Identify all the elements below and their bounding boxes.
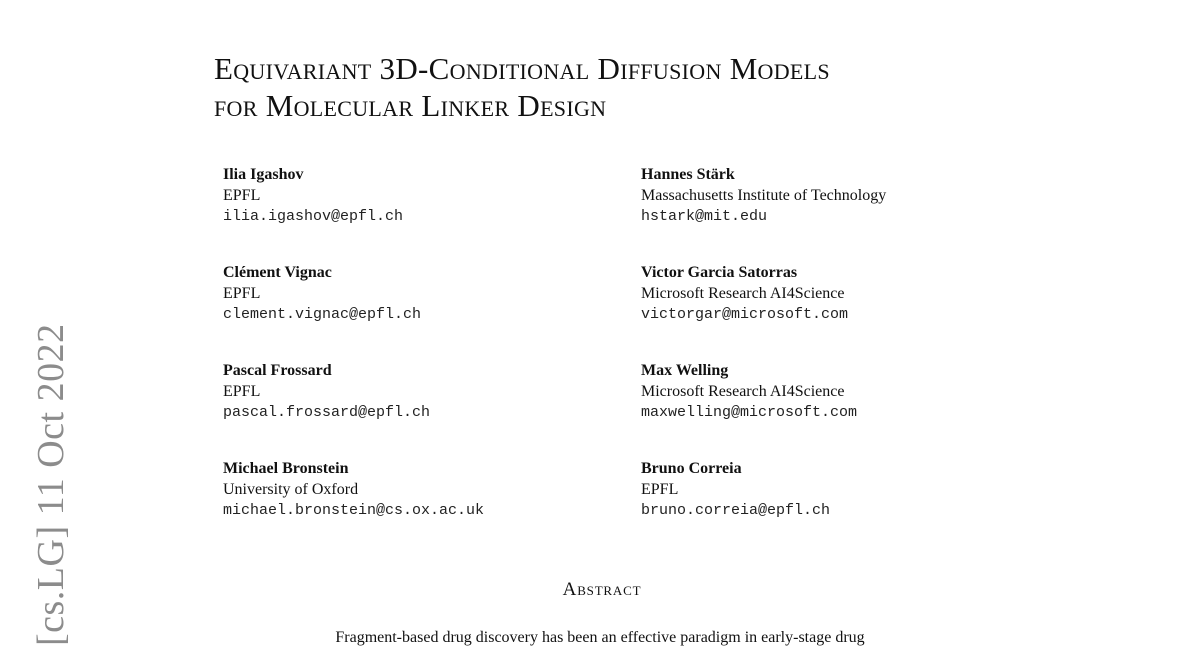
author-affiliation: EPFL	[223, 187, 261, 204]
author-affiliation: Microsoft Research AI4Science	[641, 383, 845, 400]
author-affiliation: EPFL	[641, 481, 679, 498]
author-block	[223, 262, 643, 325]
author-block	[641, 458, 1061, 521]
author-affiliation: Massachusetts Institute of Technology	[641, 187, 887, 204]
author-name: Clément Vignac	[223, 264, 332, 281]
author-email[interactable]: clement.vignac@epfl.ch	[223, 306, 422, 323]
author-affiliation: University of Oxford	[223, 481, 359, 498]
author-email[interactable]: victorgar@microsoft.com	[641, 306, 849, 323]
title-line-1: Equivariant 3D-Conditional Diffusion Models	[214, 51, 830, 86]
author-email[interactable]: maxwelling@microsoft.com	[641, 404, 858, 421]
author-block	[223, 164, 643, 227]
author-block	[641, 360, 1061, 423]
author-affiliation: Microsoft Research AI4Science	[641, 285, 845, 302]
author-block	[641, 262, 1061, 325]
author-name: Victor Garcia Satorras	[641, 264, 798, 281]
paper-title	[214, 50, 1034, 124]
author-name: Ilia Igashov	[223, 166, 304, 183]
abstract-first-line: Fragment-based drug discovery has been an effective paradigm in early-stage drug	[335, 629, 865, 646]
author-email[interactable]: bruno.correia@epfl.ch	[641, 502, 831, 519]
author-block	[223, 458, 643, 521]
title-line-2: for Molecular Linker Design	[214, 88, 607, 123]
author-block	[223, 360, 643, 423]
author-email[interactable]: hstark@mit.edu	[641, 208, 768, 225]
author-name: Hannes Stärk	[641, 166, 735, 183]
author-email[interactable]: michael.bronstein@cs.ox.ac.uk	[223, 502, 485, 519]
author-affiliation: EPFL	[223, 285, 261, 302]
abstract-heading: Abstract	[562, 579, 642, 600]
author-email[interactable]: pascal.frossard@epfl.ch	[223, 404, 431, 421]
author-affiliation: EPFL	[223, 383, 261, 400]
author-name: Bruno Correia	[641, 460, 742, 477]
author-name: Pascal Frossard	[223, 362, 332, 379]
author-block	[641, 164, 1061, 227]
author-name: Max Welling	[641, 362, 729, 379]
arxiv-stamp-text: [cs.LG] 11 Oct 2022	[30, 323, 72, 646]
author-email[interactable]: ilia.igashov@epfl.ch	[223, 208, 404, 225]
author-name: Michael Bronstein	[223, 460, 349, 477]
